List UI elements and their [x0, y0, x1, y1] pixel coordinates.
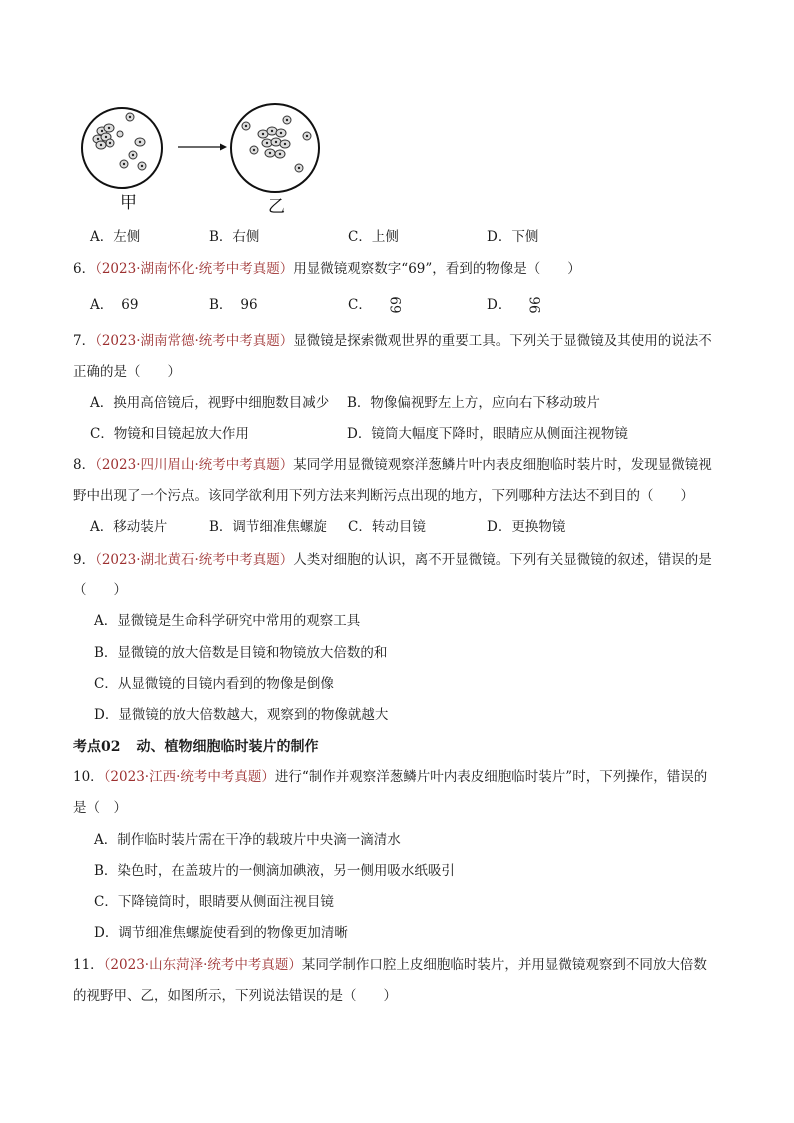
figure-label-jia: 甲	[120, 193, 137, 213]
option-value: 69	[121, 297, 139, 313]
q8-option-b: B．调节细准焦螺旋	[209, 519, 327, 535]
question-number: 9．	[73, 552, 96, 568]
question-source: （2023·湖南怀化·统考中考真题）	[95, 261, 294, 277]
question-11	[73, 955, 707, 975]
question-source: （2023·四川眉山·统考中考真题）	[95, 457, 294, 473]
q5-option-c: C．上侧	[348, 229, 399, 245]
question-8-cont: 野中出现了一个污点。该同学欲利用下列方法来判断污点出现的地方，下列哪种方法达不到目的（ ）	[73, 488, 694, 504]
question-number: 8．	[73, 457, 96, 473]
q9-option-d: D．显微镜的放大倍数越大，观察到的物像就越大	[94, 707, 389, 723]
q6-option-c	[348, 295, 403, 315]
question-number: 6．	[73, 261, 96, 277]
question-10-cont: 是（ ）	[73, 800, 127, 816]
question-text: 用显微镜观察数字“69”，看到的物像是（ ）	[293, 261, 581, 277]
option-letter: B．	[209, 297, 233, 313]
q10-option-d: D．调节细准焦螺旋使看到的物像更加清晰	[94, 925, 348, 941]
question-text: 进行“制作并观察洋葱鳞片叶内表皮细胞临时装片”时，下列操作，错误的	[274, 769, 708, 785]
q6-option-b	[209, 295, 258, 315]
section-title: 动、植物细胞临时装片的制作	[136, 739, 319, 755]
option-value-rotated: 69	[386, 296, 403, 314]
q7-option-d: D．镜筒大幅度下降时，眼睛应从侧面注视物镜	[347, 426, 628, 442]
q8-option-c: C．转动目镜	[348, 519, 426, 535]
option-value-rotated: 96	[525, 296, 542, 314]
q8-option-d: D．更换物镜	[487, 519, 566, 535]
question-text: 某同学制作口腔上皮细胞临时装片，并用显微镜观察到不同放大倍数	[301, 957, 707, 973]
question-source: （2023·湖北黄石·统考中考真题）	[95, 552, 294, 568]
section-heading	[73, 737, 318, 757]
q6-option-a	[90, 295, 138, 315]
q5-option-a: A．左侧	[90, 229, 141, 245]
question-text: 某同学用显微镜观察洋葱鳞片叶内表皮细胞临时装片时，发现显微镜视	[293, 457, 712, 473]
question-11-cont: 的视野甲、乙，如图所示，下列说法错误的是（ ）	[73, 988, 397, 1004]
question-6	[73, 259, 581, 279]
option-letter: A．	[90, 297, 114, 313]
q7-option-c: C．物镜和目镜起放大作用	[90, 426, 249, 442]
figure-label-yi: 乙	[268, 197, 285, 216]
q7-option-b: B．物像偏视野左上方，应向右下移动玻片	[347, 395, 600, 411]
question-9	[73, 550, 712, 570]
q10-option-c: C．下降镜筒时，眼睛要从侧面注视目镜	[94, 894, 334, 910]
q5-option-b: B．右侧	[209, 229, 260, 245]
question-text: 人类对细胞的认识，离不开显微镜。下列有关显微镜的叙述，错误的是	[293, 552, 712, 568]
section-label: 考点02	[73, 739, 121, 755]
field-yi	[231, 104, 319, 192]
question-text: 显微镜是探索微观世界的重要工具。下列关于显微镜及其使用的说法不	[293, 333, 712, 349]
q8-option-a: A．移动装片	[90, 519, 168, 535]
field-jia	[82, 108, 162, 188]
option-value: 96	[240, 297, 258, 313]
question-7	[73, 331, 712, 351]
arrow-icon	[178, 144, 227, 151]
q5-option-d: D．下侧	[487, 229, 539, 245]
q9-option-b: B．显微镜的放大倍数是目镜和物镜放大倍数的和	[94, 645, 388, 661]
question-source: （2023·江西·统考中考真题）	[103, 769, 275, 785]
question-source: （2023·山东菏泽·统考中考真题）	[103, 957, 302, 973]
question-7-cont: 正确的是（ ）	[73, 364, 181, 380]
question-number: 7．	[73, 333, 96, 349]
q10-option-b: B．染色时，在盖玻片的一侧滴加碘液，另一侧用吸水纸吸引	[94, 863, 455, 879]
question-number: 10．	[73, 769, 104, 785]
option-letter: D．	[487, 297, 512, 313]
option-letter: C．	[348, 297, 372, 313]
q6-option-d	[487, 295, 543, 315]
question-source: （2023·湖南常德·统考中考真题）	[95, 333, 294, 349]
q10-option-a: A．制作临时装片需在干净的载玻片中央滴一滴清水	[94, 832, 401, 848]
question-9-cont: （ ）	[73, 582, 127, 598]
q9-option-a: A．显微镜是生命科学研究中常用的观察工具	[94, 613, 361, 629]
question-number: 11．	[73, 957, 104, 973]
question-8	[73, 455, 712, 475]
q9-option-c: C．从显微镜的目镜内看到的物像是倒像	[94, 676, 334, 692]
q7-option-a: A．换用高倍镜后，视野中细胞数目减少	[90, 395, 330, 411]
question-10	[73, 767, 707, 787]
microscope-fields-figure	[80, 98, 330, 216]
